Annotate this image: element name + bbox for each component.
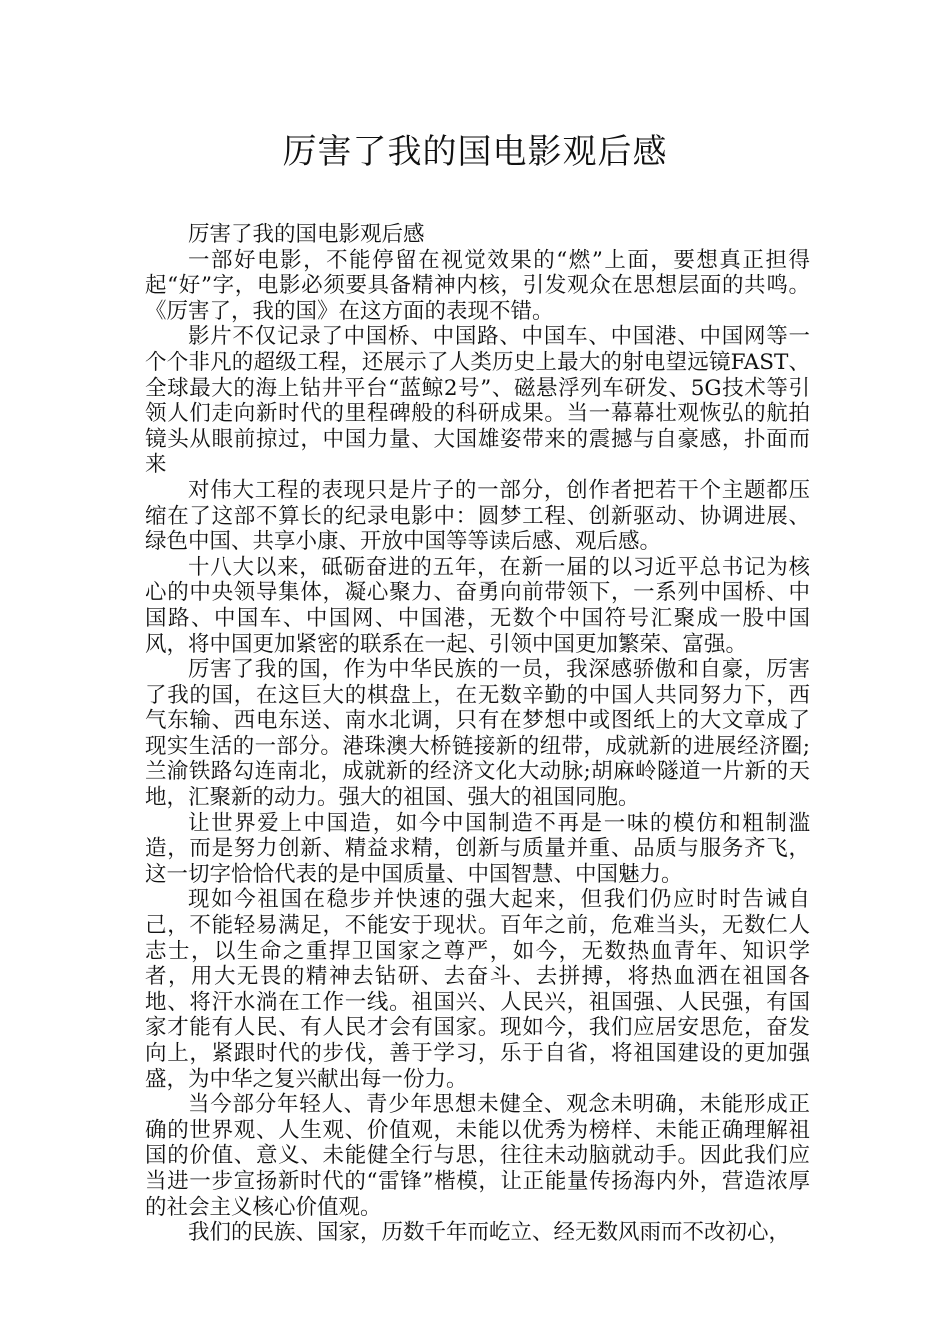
paragraph: 当今部分年轻人、青少年思想未健全、观念未明确，未能形成正确的世界观、人生观、价值观，未能以优秀为榜样、未能正确理解祖国的价值、意义、未能健全行与思，往往未动脑就动手。因此我们应当进一步宣扬新时代的“雷锋”楷模，让正能量传扬海内外，营造浓厚的社会主义核心价值观。 [145, 1092, 810, 1220]
document-body [145, 222, 810, 1246]
paragraph: 让世界爱上中国造，如今中国制造不再是一味的模仿和粗制滥造，而是努力创新、精益求精，创新与质量并重、品质与服务齐飞，这一切字恰恰代表的是中国质量、中国智慧、中国魅力。 [145, 810, 810, 887]
paragraph: 现如今祖国在稳步并快速的强大起来，但我们仍应时时告诫自己，不能轻易满足，不能安于现状。百年之前，危难当头，无数仁人志士，以生命之重捍卫国家之尊严，如今，无数热血青年、知识学者，用大无畏的精神去钻研、去奋斗、去拼搏，将热血洒在祖国各地、将汗水淌在工作一线。祖国兴、人民兴，祖国强、人民强，有国家才能有人民、有人民才会有国家。现如今，我们应居安思危，奋发向上，紧跟时代的步伐，善于学习，乐于自省，将祖国建设的更加强盛，为中华之复兴献出每一份力。 [145, 887, 810, 1092]
paragraph: 我们的民族、国家，历数千年而屹立、经无数风雨而不改初心， [188, 1220, 791, 1246]
paragraph: 对伟大工程的表现只是片子的一部分，创作者把若干个主题都压缩在了这部不算长的纪录电影中：圆梦工程、创新驱动、协调进展、绿色中国、共享小康、开放中国等等读后感、观后感。 [145, 477, 810, 555]
paragraph: 厉害了我的国，作为中华民族的一员，我深感骄傲和自豪，厉害了我的国，在这巨大的棋盘上，在无数辛勤的中国人共同努力下，西气东输、西电东送、南水北调，只有在梦想中或图纸上的大文章成了现实生活的一部分。港珠澳大桥链接新的纽带，成就新的进展经济圈;兰渝铁路勾连南北，成就新的经济文化大动脉;胡麻岭隧道一片新的天地，汇聚新的动力。强大的祖国、强大的祖国同胞。 [145, 657, 810, 811]
paragraph: 十八大以来，砥砺奋进的五年，在新一届的以习近平总书记为核心的中央领导集体，凝心聚力、奋勇向前带领下，一系列中国桥、中国路、中国车、中国网、中国港，无数个中国符号汇聚成一股中国风，将中国更加紧密的联系在一起、引领中国更加繁荣、富强。 [145, 554, 810, 657]
paragraph: 影片不仅记录了中国桥、中国路、中国车、中国港、中国网等一个个非凡的超级工程，还展示了人类历史上最大的射电望远镜FAST、全球最大的海上钻井平台“蓝鲸2号”、磁悬浮列车研发、5G技术等引领人们走向新时代的里程碑般的科研成果。当一幕幕壮观恢弘的航拍镜头从眼前掠过，中国力量、大国雄姿带来的震撼与自豪感，扑面而来 [145, 324, 810, 478]
paragraph: 一部好电影，不能停留在视觉效果的“燃”上面，要想真正担得起“好”字，电影必须要具备精神内核，引发观众在思想层面的共鸣。《厉害了，我的国》在这方面的表现不错。 [145, 247, 810, 324]
document-title: 厉害了我的国电影观后感 [282, 132, 668, 172]
paragraph-heading: 厉害了我的国电影观后感 [188, 222, 425, 247]
